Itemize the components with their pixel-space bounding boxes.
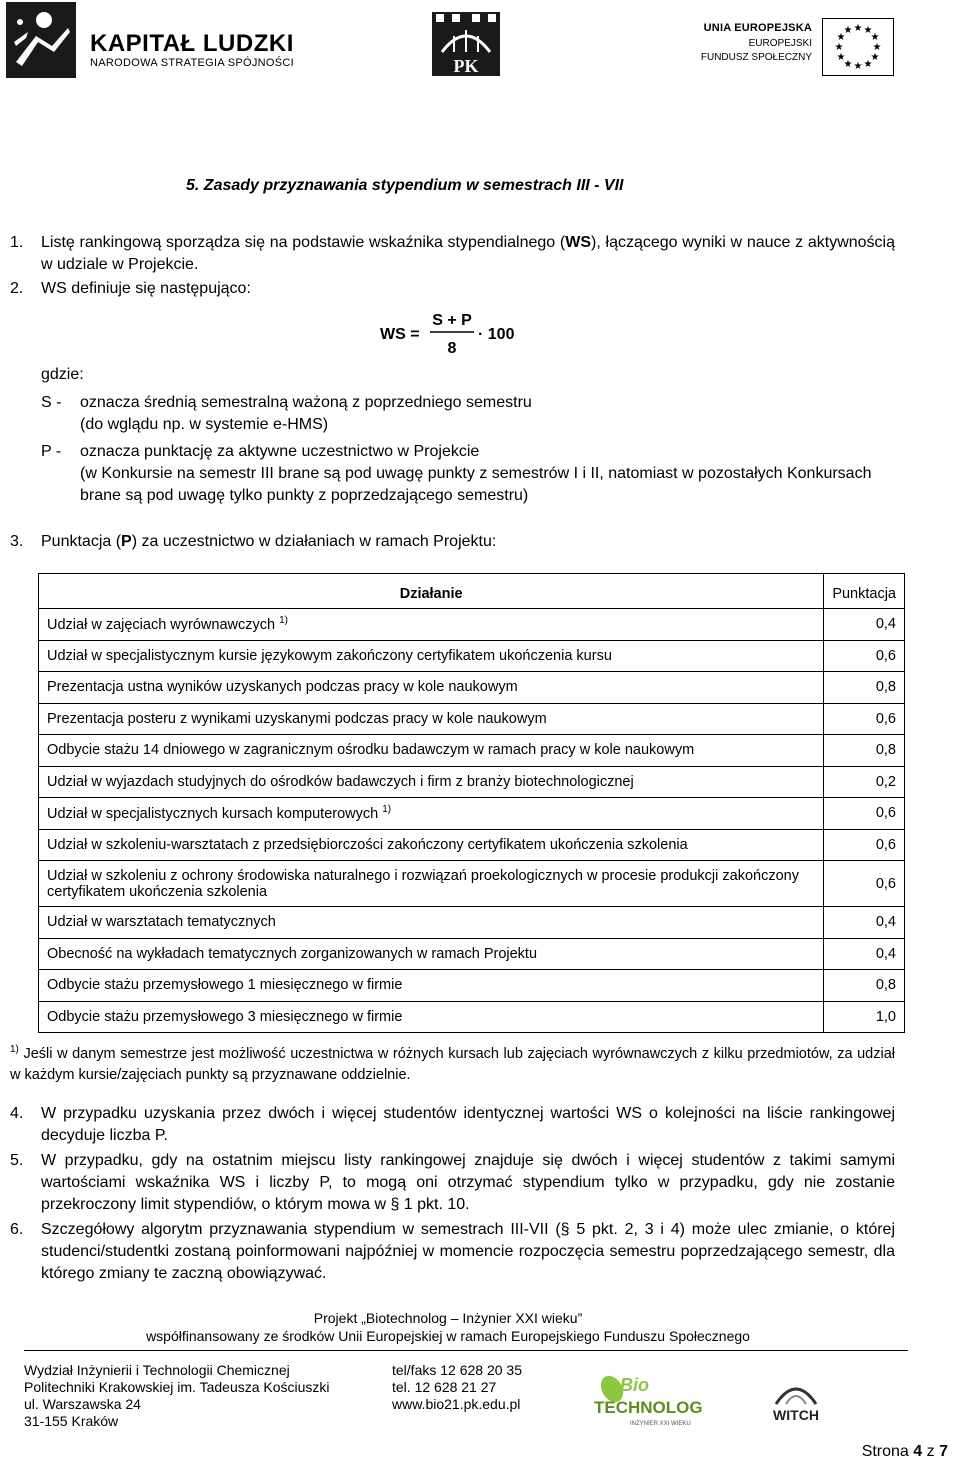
page-label: Strona — [861, 1443, 909, 1458]
kapital-ludzki-emblem-icon — [6, 2, 76, 78]
p-text-2: (w Konkursie na semestr III brane są pod uwagę punkty z semestrów I i II, natomiast w pozostałych Konkursach brane są pod uwagę tylko punkty z poprzedzającego semestru) — [80, 465, 872, 504]
table-row — [39, 1001, 905, 1033]
formula-mult: · 100 — [478, 326, 515, 343]
eu-line1: UNIA EUROPEJSKA — [703, 22, 812, 34]
table-row — [39, 672, 905, 704]
table-row — [39, 907, 905, 939]
item-1-text-b: ), łączącego wyniki w nauce z aktywnością w udziale w Projekcie. — [41, 234, 896, 273]
table-row-points: 0,6 — [824, 703, 905, 735]
p-text-1: oznacza punktację za aktywne uczestnictwo w Projekcie — [80, 443, 480, 460]
table-row-points: 0,4 — [824, 609, 905, 641]
item-3-text-a: Punktacja ( — [41, 533, 122, 550]
address-line-2: Politechniki Krakowskiej im. Tadeusza Kościuszki — [24, 1379, 330, 1395]
address-line-4: 31-155 Kraków — [24, 1413, 119, 1429]
table-row — [39, 735, 905, 767]
item-3-number: 3. — [10, 533, 24, 550]
footnote-mark: 1) — [10, 1044, 19, 1055]
header-action: Działanie — [39, 574, 824, 609]
svg-text:★: ★ — [834, 42, 844, 53]
svg-text:★: ★ — [836, 52, 846, 63]
svg-text:★: ★ — [843, 25, 853, 36]
eu-efs-logo — [668, 18, 938, 78]
svg-text:★: ★ — [863, 25, 873, 36]
p-label: P - — [41, 443, 62, 460]
table-header-row — [39, 574, 905, 609]
page-total: 7 — [939, 1443, 948, 1458]
table-row — [39, 609, 905, 641]
table-row — [39, 829, 905, 861]
table-row-action: Prezentacja ustna wyników uzyskanych podczas pracy w kole naukowym — [39, 672, 824, 704]
contact-tel: tel. 12 628 21 27 — [392, 1379, 497, 1395]
svg-text:★: ★ — [836, 32, 846, 43]
eu-line3: FUNDUSZ SPOŁECZNY — [700, 52, 812, 63]
table-row-points: 0,6 — [824, 798, 905, 830]
rule-4-text: W przypadku uzyskania przez dwóch i więcej studentów identycznej wartości WS o kolejności na liście rankingowej decyduje liczba P. — [41, 1105, 895, 1144]
svg-text:★: ★ — [843, 59, 853, 70]
contact-www[interactable]: www.bio21.pk.edu.pl — [392, 1396, 521, 1412]
header-points: Punktacja — [824, 574, 905, 609]
item-3-text — [41, 531, 496, 553]
witch-logo — [746, 1374, 846, 1424]
gdzie-label: gdzie: — [41, 366, 84, 383]
table-row-points: 0,2 — [824, 766, 905, 798]
page-number — [862, 1443, 948, 1458]
table-row-points: 0,4 — [824, 938, 905, 970]
footnote-ref: 1) — [382, 804, 392, 816]
project-line: Projekt „Biotechnolog – Inżynier XXI wieku” — [313, 1310, 583, 1326]
eu-stars-flag-icon — [822, 18, 894, 76]
s-label: S - — [41, 394, 62, 411]
table-row-action — [39, 609, 824, 641]
item-3-text-b: ) za uczestnictwo w działaniach w ramach Projektu: — [131, 533, 497, 550]
table-row — [39, 938, 905, 970]
points-table — [38, 573, 905, 1033]
ws-formula — [380, 311, 530, 357]
s-text-2: (do wglądu np. w systemie e-HMS) — [80, 416, 329, 433]
address-line-3: ul. Warszawska 24 — [24, 1396, 141, 1412]
table-row — [39, 970, 905, 1002]
row-action-text: Udział w specjalistycznych kursach komputerowych — [47, 806, 379, 823]
table-row-action — [39, 798, 824, 830]
rule-6-text: Szczegółowy algorytm przyznawania stypendium w semestrach III-VII (§ 5 pkt. 2, 3 i 4) może ulec zmianie, o której studenci/studentki zostaną poinformowani najpóźniej w momencie rozpoczęcia semestru poprzedzającego semestr, dla którego zmiany te zaczną obowiązywać. — [41, 1221, 895, 1282]
item-2-text: WS definiuje się następująco: — [41, 280, 251, 297]
footer-divider — [24, 1350, 908, 1351]
svg-text:★: ★ — [872, 42, 882, 53]
table-row — [39, 798, 905, 830]
footnote — [10, 1039, 895, 1086]
table-row-action: Udział w szkoleniu z ochrony środowiska naturalnego i rozwiązań proekologicznych w procesie produkcji zakończony certyfikatem ukończenia szkolenia — [39, 861, 824, 907]
footnote-text: Jeśli w danym semestrze jest możliwość uczestnictwa w różnych kursach lub zajęciach wyrównawczych z kilku przedmiotów, za udział w każdym kursie/zajęciach punkty są przyznawane oddzielnie. — [10, 1045, 895, 1083]
formula-lhs: WS = — [380, 326, 420, 343]
item-1-text-a: Listę rankingową sporządza się na podstawie wskaźnika stypendialnego ( — [41, 234, 566, 251]
item-1-ws: WS — [565, 234, 592, 251]
table-row-points: 0,8 — [824, 970, 905, 1002]
table-row-action: Obecność na wykładach tematycznych zorganizowanych w ramach Projektu — [39, 938, 824, 970]
kl-title: KAPITAŁ LUDZKI — [90, 30, 294, 57]
item-3-p: P — [121, 533, 132, 550]
table-row-points: 0,6 — [824, 861, 905, 907]
table-row-points: 1,0 — [824, 1001, 905, 1033]
svg-text:★: ★ — [863, 59, 873, 70]
bio-logo-sub: INŻYNIER XXI WIEKU — [630, 1421, 691, 1427]
table-row-action: Odbycie stażu 14 dniowego w zagranicznym ośrodku badawczym w ramach pracy w kole naukowym — [39, 735, 824, 767]
table-row-points: 0,8 — [824, 672, 905, 704]
table-row-action: Udział w warsztatach tematycznych — [39, 907, 824, 939]
s-text-1: oznacza średnią semestralną ważoną z poprzedniego semestru — [80, 394, 532, 411]
table-row-action: Odbycie stażu przemysłowego 1 miesięcznego w firmie — [39, 970, 824, 1002]
item-2-number: 2. — [10, 280, 24, 297]
table-row-points: 0,6 — [824, 829, 905, 861]
contact-fax: tel/faks 12 628 20 35 — [392, 1362, 522, 1378]
table-row-points: 0,8 — [824, 735, 905, 767]
row-action-text: Udział w zajęciach wyrównawczych — [47, 617, 276, 634]
footnote-ref: 1) — [279, 615, 288, 627]
svg-text:★: ★ — [870, 52, 880, 63]
rule-4-number: 4. — [10, 1105, 24, 1122]
page-current: 4 — [913, 1443, 923, 1458]
address-line-1: Wydział Inżynierii i Technologii Chemicznej — [24, 1362, 290, 1378]
politechnika-krakowska-logo — [432, 12, 500, 76]
bio-logo-top: Bio — [620, 1375, 649, 1395]
table-row-action: Prezentacja posteru z wynikami uzyskanymi podczas pracy w kole naukowym — [39, 703, 824, 735]
witch-logo-text: WITCH — [773, 1407, 819, 1423]
eu-line2: EUROPEJSKI — [748, 38, 812, 49]
table-row — [39, 640, 905, 672]
page-of: z — [926, 1443, 935, 1458]
table-row — [39, 766, 905, 798]
item-1-text — [41, 232, 895, 276]
table-row-action: Odbycie stażu przemysłowego 3 miesięcznego w firmie — [39, 1001, 824, 1033]
formula-denominator: 8 — [447, 340, 457, 357]
biotechnolog-logo — [590, 1367, 720, 1429]
table-row — [39, 861, 905, 907]
table-row-points: 0,4 — [824, 907, 905, 939]
section-title: 5. Zasady przyznawania stypendium w semestrach III - VII — [186, 177, 624, 194]
table-row-points: 0,6 — [824, 640, 905, 672]
table-row — [39, 703, 905, 735]
table-row-action: Udział w wyjazdach studyjnych do ośrodków badawczych i firm z branży biotechnologicznej — [39, 766, 824, 798]
bio-logo-main: TECHNOLOG — [594, 1398, 703, 1417]
pk-letters: PK — [453, 56, 479, 76]
table-row-action: Udział w szkoleniu-warsztatach z przedsiębiorczości zakończony certyfikatem ukończenia szkolenia — [39, 829, 824, 861]
svg-text:★: ★ — [853, 23, 863, 34]
rule-5-text: W przypadku, gdy na ostatnim miejscu listy rankingowej znajduje się dwóch i więcej studentów z takimi samymi wartościami wskaźnika WS i liczby P, to mogą oni otrzymać stypendium tylko w przypadku, gdy nie zostanie przekroczony limit stypendiów, o którym mowa w § 1 pkt. 10. — [41, 1152, 895, 1213]
table-row-action: Udział w specjalistycznym kursie językowym zakończony certyfikatem ukończenia kursu — [39, 640, 824, 672]
rule-6-number: 6. — [10, 1221, 24, 1238]
rule-5-number: 5. — [10, 1152, 24, 1169]
funding-line: współfinansowany ze środków Unii Europejskiej w ramach Europejskiego Funduszu Społecznego — [146, 1328, 750, 1344]
kapital-ludzki-logo — [6, 2, 306, 82]
item-1-number: 1. — [10, 234, 24, 251]
svg-text:★: ★ — [870, 32, 880, 43]
kl-subtitle: NARODOWA STRATEGIA SPÓJNOŚCI — [90, 57, 294, 69]
formula-numerator: S + P — [432, 312, 472, 329]
svg-text:★: ★ — [853, 61, 863, 72]
